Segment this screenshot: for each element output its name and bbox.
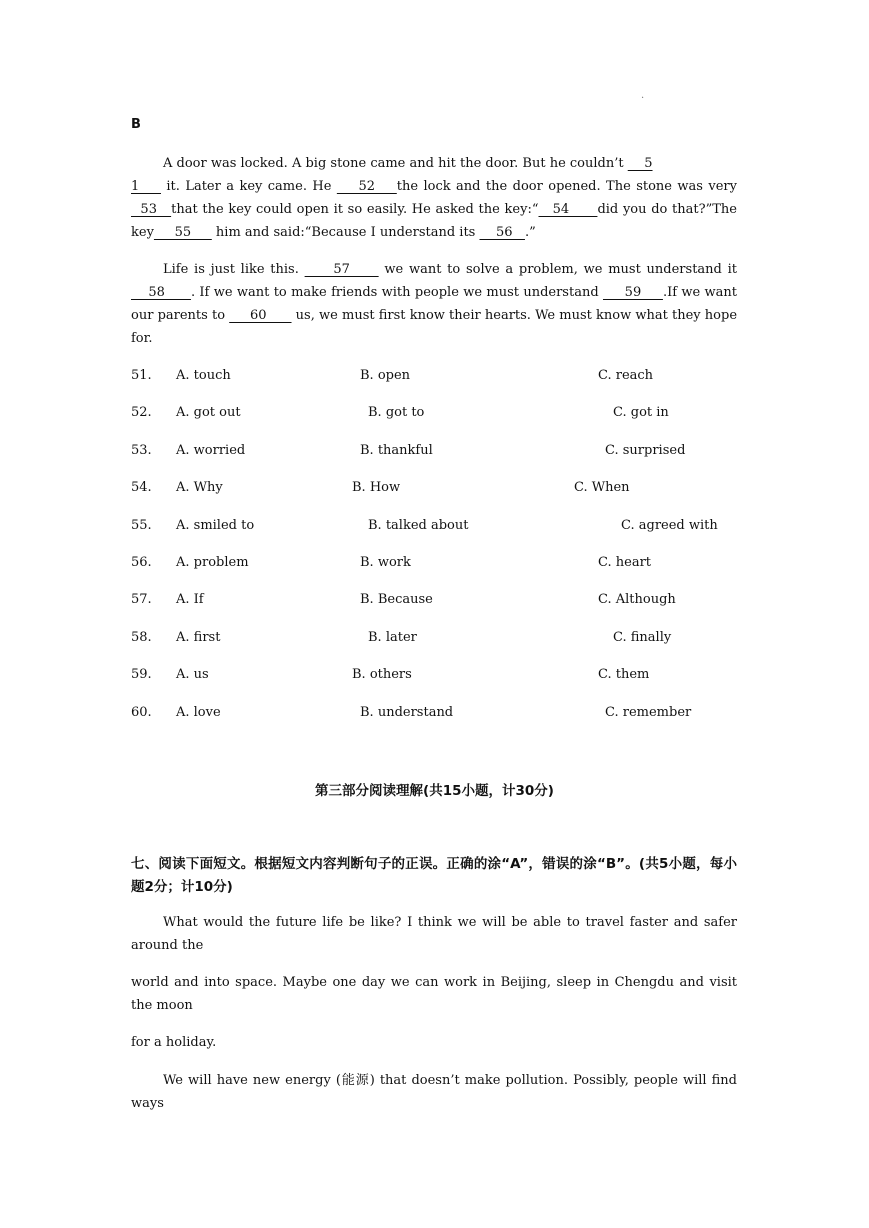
question-number: 51. <box>131 368 152 383</box>
option-b: B. understand <box>360 705 454 720</box>
question-number: 56. <box>131 555 152 570</box>
passage-text: A door was locked. A big stone came and hit the door. But he couldn’t <box>163 156 628 171</box>
option-a: A. smiled to <box>176 518 255 533</box>
passage-text: the lock and the door opened. The stone was very <box>396 179 737 194</box>
reading-line-4 <box>131 1069 737 1115</box>
option-a: A. Why <box>176 480 223 495</box>
reading-text: We will have new energy (能源) that doesn’t make pollution. Possibly, people will find ways <box>131 1073 737 1111</box>
question-row-53 <box>131 443 751 463</box>
option-c: C. remember <box>605 705 692 720</box>
blank-55: 55 <box>153 225 212 240</box>
passage-text: did you do that?”The key <box>131 202 737 240</box>
option-c: C. heart <box>598 555 652 570</box>
question-row-56 <box>131 555 751 575</box>
passage-text: that the key could open it so easily. He asked the key:“ <box>171 202 539 217</box>
option-b: B. thankful <box>360 443 433 458</box>
question-row-54 <box>131 480 751 500</box>
option-b: B. talked about <box>368 518 469 533</box>
option-b: B. How <box>352 480 401 495</box>
question-number: 52. <box>131 405 152 420</box>
blank-59: 59 <box>602 285 663 300</box>
option-b: B. work <box>360 555 411 570</box>
reading-text: for a holiday. <box>131 1035 217 1050</box>
option-c: C. surprised <box>605 443 686 458</box>
option-b: B. open <box>360 368 411 383</box>
blank-56: 56 <box>479 225 525 240</box>
passage-text: .” <box>524 225 536 240</box>
option-a: A. touch <box>176 368 231 383</box>
cloze-paragraph-1 <box>131 152 737 244</box>
option-a: A. worried <box>176 443 246 458</box>
question-number: 59. <box>131 667 152 682</box>
blank-53: 53 <box>131 202 172 217</box>
option-a: A. love <box>176 705 221 720</box>
option-a: A. problem <box>176 555 249 570</box>
section-b-label: B <box>131 117 141 132</box>
blank-52: 52 <box>336 179 397 194</box>
cloze-paragraph-2 <box>131 258 737 350</box>
question-number: 58. <box>131 630 152 645</box>
option-c: C. agreed with <box>621 518 718 533</box>
question-row-58 <box>131 630 751 650</box>
passage-text: us, we must first know their hearts. We must know what they hope for. <box>131 308 738 346</box>
page-marker: . <box>641 90 645 101</box>
blank-57: 57 <box>304 262 379 277</box>
option-b: B. got to <box>368 405 425 420</box>
reading-text: What would the future life be like? I think we will be able to travel faster and safer around the <box>131 915 737 953</box>
reading-line-1 <box>131 911 737 957</box>
option-b: B. Because <box>360 592 433 607</box>
question-number: 53. <box>131 443 152 458</box>
blank-51: 5 1 <box>131 156 653 194</box>
option-b: B. later <box>368 630 417 645</box>
option-c: C. When <box>574 480 630 495</box>
passage-text: .If we want our parents to <box>131 285 737 323</box>
question-row-60 <box>131 705 751 725</box>
passage-text: Life is just like this. <box>163 262 305 277</box>
question-row-55 <box>131 518 751 538</box>
option-c: C. Although <box>598 592 676 607</box>
question-number: 57. <box>131 592 152 607</box>
option-a: A. us <box>176 667 209 682</box>
question-row-51 <box>131 368 751 388</box>
blank-60: 60 <box>229 308 292 323</box>
question-row-57 <box>131 592 751 612</box>
option-a: A. If <box>176 592 204 607</box>
option-c: C. finally <box>613 630 672 645</box>
option-c: C. got in <box>613 405 669 420</box>
section-seven-instruction: 七、阅读下面短文。根据短文内容判断句子的正误。正确的涂“A”，错误的涂“B”。(共5小题，每小题2分；计10分) <box>131 856 737 895</box>
reading-text: world and into space. Maybe one day we can work in Beijing, sleep in Chengdu and visit the moon <box>131 975 737 1013</box>
question-row-52 <box>131 405 751 425</box>
option-a: A. first <box>176 630 221 645</box>
passage-text: we want to solve a problem, we must understand it <box>378 262 737 277</box>
blank-58: 58 <box>131 285 191 300</box>
passage-text: . If we want to make friends with people we must understand <box>190 285 603 300</box>
blank-54: 54 <box>538 202 598 217</box>
passage-text: it. Later a key came. He <box>160 179 337 194</box>
question-number: 60. <box>131 705 152 720</box>
question-row-59 <box>131 667 751 687</box>
option-a: A. got out <box>176 405 241 420</box>
question-number: 55. <box>131 518 152 533</box>
reading-line-3 <box>131 1031 737 1054</box>
passage-text: him and said:“Because I understand its <box>211 225 480 240</box>
part-three-heading: 第三部分阅读理解(共15小题，计30分) <box>315 783 554 799</box>
option-c: C. reach <box>598 368 654 383</box>
question-number: 54. <box>131 480 152 495</box>
option-b: B. others <box>352 667 412 682</box>
option-c: C. them <box>598 667 650 682</box>
reading-line-2 <box>131 971 737 1017</box>
